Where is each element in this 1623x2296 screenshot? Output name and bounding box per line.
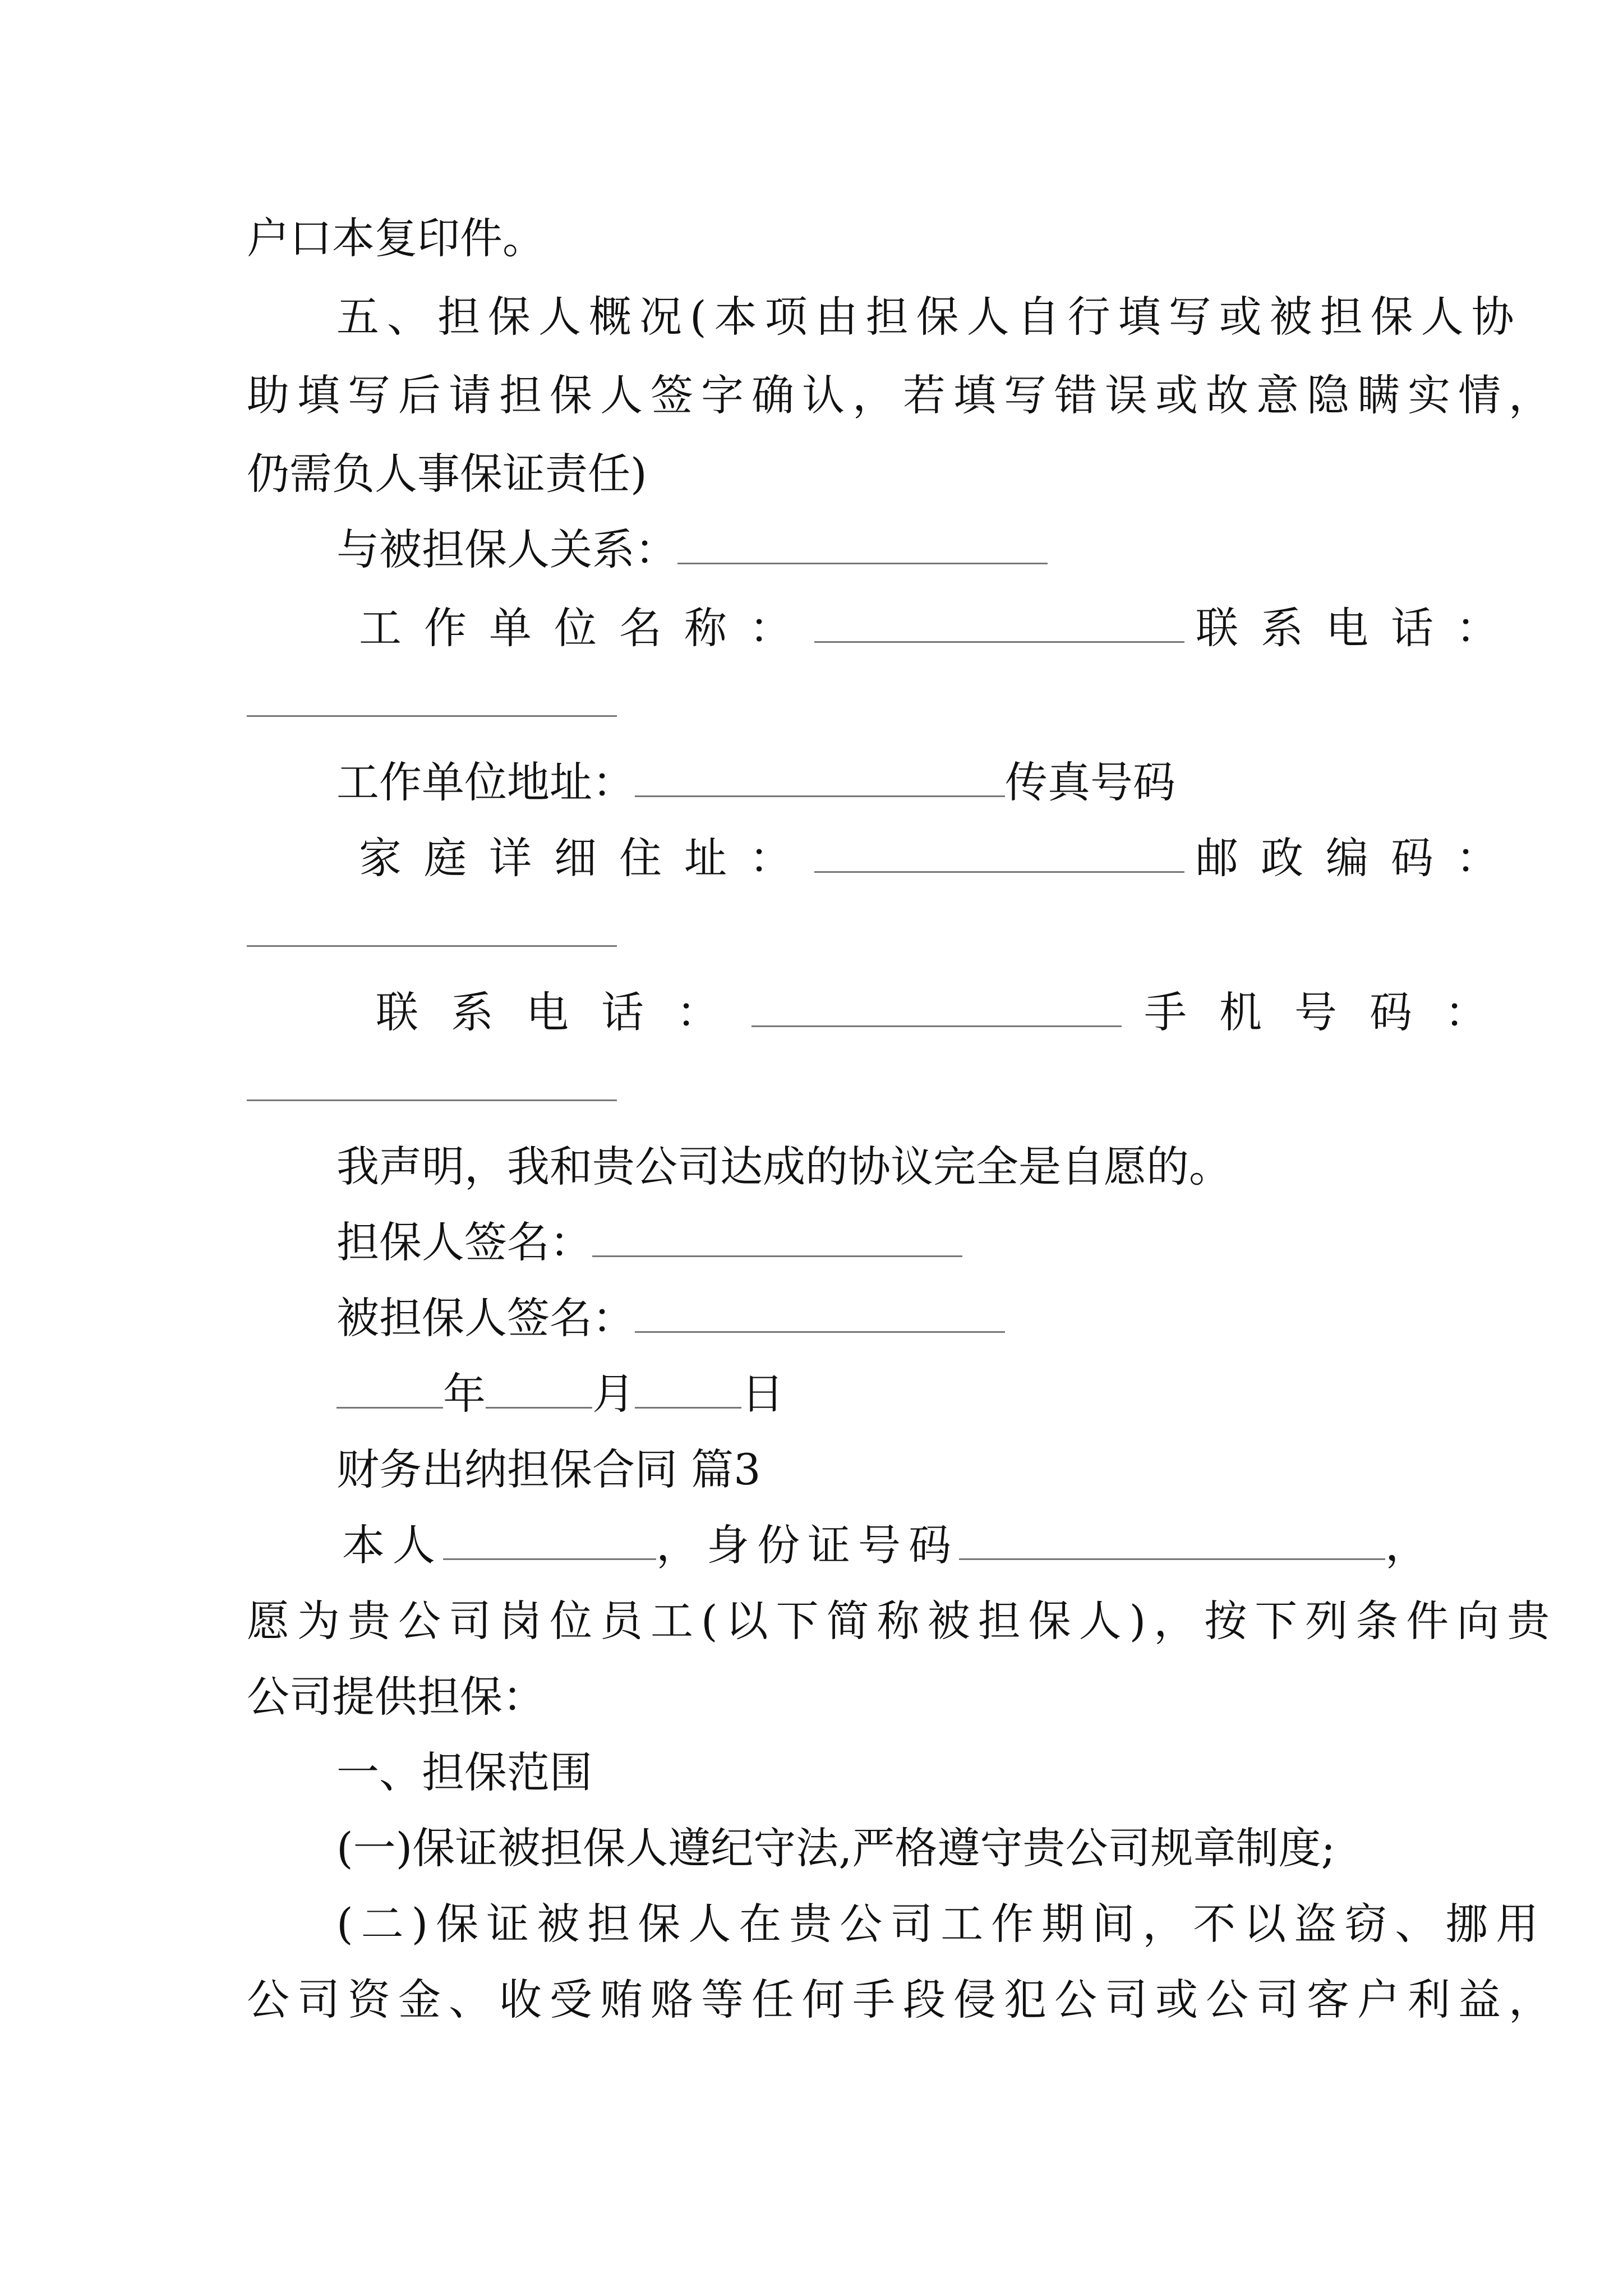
id-field[interactable] — [959, 1524, 1385, 1560]
text-line: 仍需负人事保证责任) — [247, 449, 647, 499]
section-heading: 五、担保人概况(本项由担保人自行填写或被担保人协 — [336, 292, 1522, 342]
guarantor-sign-row — [336, 1214, 962, 1271]
phone-row — [376, 984, 1520, 1041]
contact-phone-label: 联系电话： — [1196, 603, 1521, 653]
postal-label: 邮政编码： — [1196, 833, 1521, 883]
year-field[interactable] — [336, 1372, 443, 1409]
relation-row — [336, 522, 1048, 578]
text-line: 愿为贵公司岗位员工(以下简称被担保人)，按下列条件向贵 — [247, 1596, 1558, 1646]
id-label: ，身份证号码 — [656, 1520, 959, 1570]
home-address-field[interactable] — [814, 836, 1184, 873]
guarantor-sign-label: 担保人签名： — [336, 1217, 592, 1267]
text-line: 助填写后请担保人签字确认，若填写错误或故意隐瞒实情， — [247, 370, 1559, 420]
declaration: 我声明，我和贵公司达成的协议完全是自愿的。 — [336, 1142, 1232, 1191]
scope-item: (二)保证被担保人在贵公司工作期间，不以盗窃、挪用 — [336, 1899, 1547, 1949]
guarantor-sign-field[interactable] — [592, 1221, 962, 1257]
home-address-label: 家庭详细住址： — [359, 833, 814, 883]
phone-label: 联系电话： — [376, 987, 751, 1037]
text-line: 户口本复印件。 — [247, 213, 545, 263]
contact-phone-field[interactable] — [247, 715, 617, 717]
guaranteed-sign-label: 被担保人签名： — [336, 1293, 635, 1343]
guaranteed-sign-field[interactable] — [635, 1296, 1005, 1333]
text-line: 公司资金、收受贿赂等任何手段侵犯公司或公司客户利益， — [247, 1975, 1559, 2024]
work-unit-row — [359, 600, 1521, 656]
mobile-field[interactable] — [247, 1099, 617, 1101]
work-address-field[interactable] — [635, 761, 1005, 797]
day-field[interactable] — [635, 1372, 741, 1409]
work-address-label: 工作单位地址： — [336, 757, 635, 807]
work-address-row — [336, 754, 1175, 811]
guaranteed-sign-row — [336, 1290, 1005, 1346]
mobile-label: 手机号码： — [1144, 987, 1520, 1037]
scope-item: (一)保证被担保人遵纪守法,严格遵守贵公司规章制度; — [336, 1823, 1336, 1873]
name-field[interactable] — [443, 1524, 656, 1560]
month-label: 月 — [592, 1369, 635, 1419]
scope-title: 一、担保范围 — [336, 1747, 592, 1797]
text-line: 公司提供担保： — [247, 1672, 545, 1722]
work-unit-label: 工作单位名称： — [359, 603, 814, 653]
me-label: 本人 — [342, 1520, 443, 1570]
home-address-row — [359, 830, 1521, 886]
phone-field[interactable] — [751, 991, 1122, 1027]
date-row — [336, 1366, 784, 1422]
intro-row — [342, 1517, 1436, 1573]
section-title: 财务出纳担保合同 篇3 — [336, 1444, 761, 1494]
relation-field[interactable] — [677, 528, 1048, 564]
day-label: 日 — [741, 1369, 784, 1419]
fax-label: 传真号码 — [1005, 757, 1175, 807]
postal-field[interactable] — [247, 945, 617, 947]
month-field[interactable] — [486, 1372, 592, 1409]
year-label: 年 — [443, 1369, 486, 1419]
comma: ， — [1385, 1520, 1436, 1570]
work-unit-field[interactable] — [814, 606, 1184, 643]
relation-label: 与被担保人关系： — [336, 524, 677, 574]
